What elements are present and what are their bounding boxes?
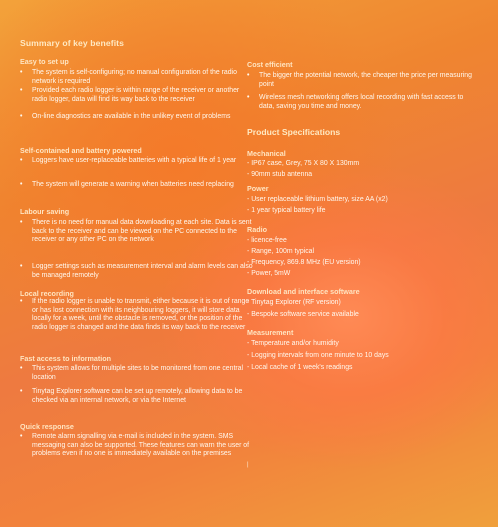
spec-item: - Logging intervals from one minute to 10 days bbox=[247, 352, 389, 359]
page-mark: | bbox=[247, 462, 249, 468]
main-title: Summary of key benefits bbox=[20, 38, 125, 48]
spec-heading-software: Download and interface software bbox=[247, 287, 360, 296]
heading-easy-setup: Easy to set up bbox=[20, 57, 69, 66]
bullet-item: • Wireless mesh networking offers local recording with fast access to data, saving you time and money. bbox=[247, 94, 464, 110]
bullet-item: • The system is self-configuring; no manual configuration of the radio network is required bbox=[20, 69, 237, 85]
spec-item: - User replaceable lithium battery, size AA (x2) bbox=[247, 196, 388, 203]
spec-item: - Power, 5mW bbox=[247, 270, 291, 277]
spec-item: - Range, 100m typical bbox=[247, 248, 315, 255]
spec-item: - Temperature and/or humidity bbox=[247, 340, 339, 347]
spec-heading-measurement: Measurement bbox=[247, 328, 294, 337]
spec-item: - licence-free bbox=[247, 237, 287, 244]
spec-item: - Bespoke software service available bbox=[247, 311, 359, 318]
spec-heading-power: Power bbox=[247, 184, 269, 193]
bullet-item: • Logger settings such as measurement interval and alarm levels can also be managed remotely bbox=[20, 263, 253, 279]
bullet-item: • Loggers have user-replaceable batteries with a typical life of 1 year bbox=[20, 157, 237, 164]
spec-item: - Local cache of 1 week's readings bbox=[247, 364, 353, 371]
bullet-item: • The system will generate a warning when batteries need replacing bbox=[20, 181, 234, 188]
heading-self-contained: Self-contained and battery powered bbox=[20, 146, 142, 155]
specs-title: Product Specifications bbox=[247, 127, 341, 137]
spec-item: - IP67 case, Grey, 75 X 80 X 130mm bbox=[247, 160, 360, 167]
bullet-item: • Tinytag Explorer software can be set up remotely, allowing data to be checked via an internal network, or via the Internet bbox=[20, 388, 243, 404]
bullet-item: • Remote alarm signalling via e-mail is included in the system. SMS messaging can also be supported. These features can warn the user of problems even if no one is immediately available on the premises bbox=[20, 433, 250, 458]
heading-cost-efficient: Cost efficient bbox=[247, 60, 293, 69]
heading-local-recording: Local recording bbox=[20, 289, 74, 298]
spec-item: - Tinytag Explorer (RF version) bbox=[247, 299, 341, 306]
spec-item: - 1 year typical battery life bbox=[247, 207, 326, 214]
bullet-item: • Provided each radio logger is within range of the receiver or another radio logger, data will find its way back to the receiver bbox=[20, 87, 240, 103]
spec-item: - 90mm stub antenna bbox=[247, 171, 313, 178]
spec-heading-mechanical: Mechanical bbox=[247, 149, 286, 158]
bullet-item: • This system allows for multiple sites to be monitored from one central location bbox=[20, 365, 244, 381]
bullet-item: • There is no need for manual data downloading at each site. Data is sent back to the receiver and can be viewed on the PC connected to the receiver or any other PC on the network bbox=[20, 219, 252, 244]
bullet-item: • The bigger the potential network, the cheaper the price per measuring point bbox=[247, 72, 472, 88]
heading-quick-response: Quick response bbox=[20, 422, 74, 431]
heading-labour-saving: Labour saving bbox=[20, 207, 70, 216]
spec-item: - Frequency, 869.8 MHz (EU version) bbox=[247, 259, 361, 266]
bullet-item: • On-line diagnostics are available in the unlikey event of problems bbox=[20, 113, 231, 120]
heading-fast-access: Fast access to information bbox=[20, 354, 112, 363]
bullet-item: • If the radio logger is unable to transmit, either because it is out of range or has lost connection with its neighbouring loggers, it will store data locally for a week, until the obstacle is removed, or the position of the radio logger is changed and the data finds its way back to the receiver bbox=[20, 298, 250, 332]
spec-heading-radio: Radio bbox=[247, 225, 267, 234]
